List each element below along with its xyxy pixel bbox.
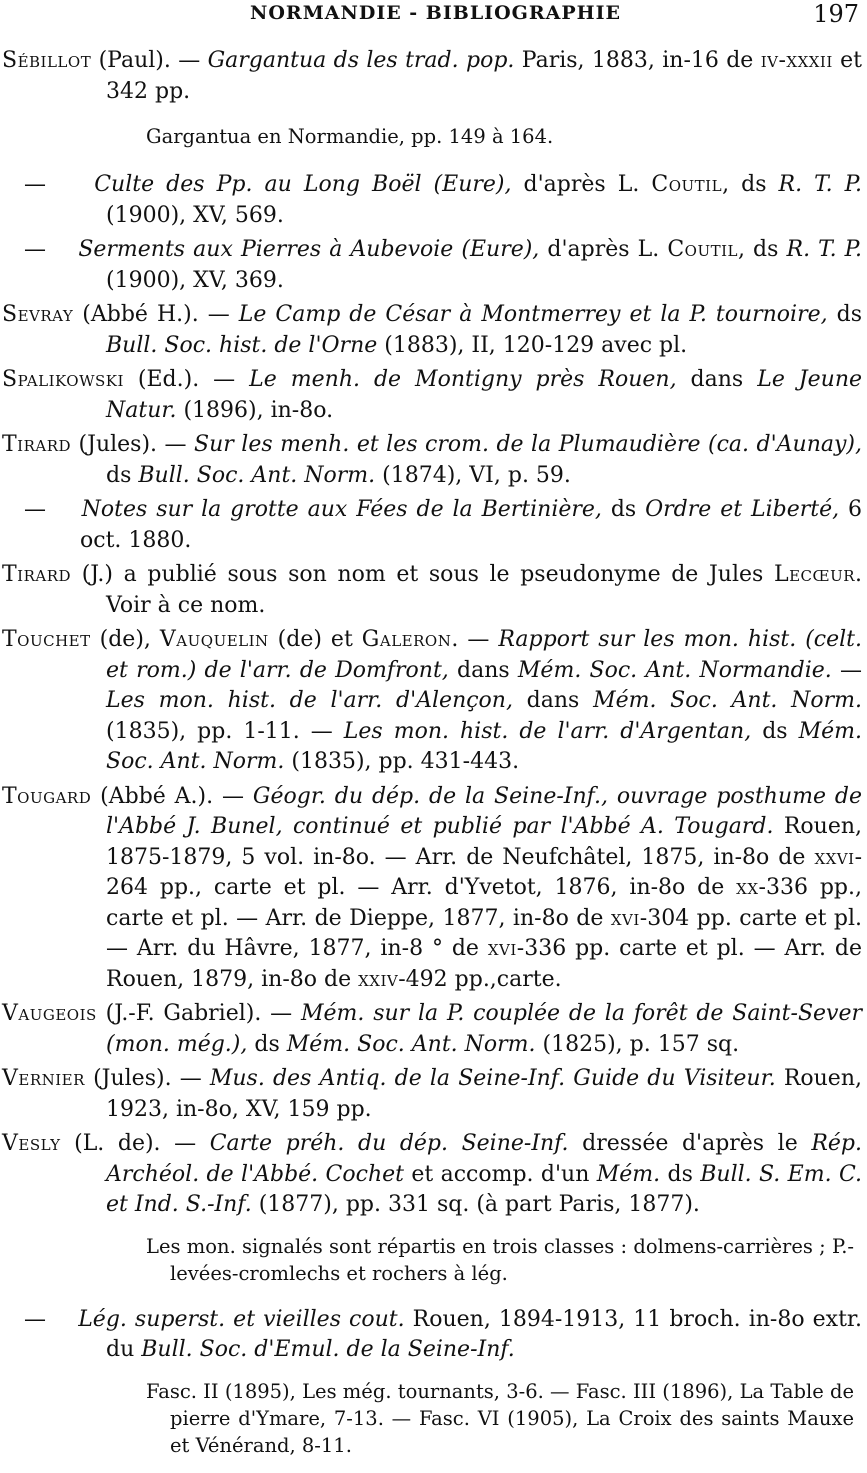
running-title: NORMANDIE - BIBLIOGRAPHIE	[250, 2, 621, 24]
bibliography-body	[0, 46, 862, 1473]
entry-vernier: Vernier (Jules). — Mus. des Antiq. de la Seine-Inf. Guide du Visiteur. Rouen, 1923, in-8o, XV, 159 pp.	[2, 1066, 862, 1122]
entry-vesly-legendes: — Lég. superst. et vieilles cout. Rouen, 1894-1913, 11 broch. in-8o extr. du Bull. Soc. d'Emul. de la Seine-Inf.	[24, 1306, 862, 1362]
entry-sevray: Sevray (Abbé H.). — Le Camp de César à Montmerrey et la P. tournoire, ds Bull. Soc. hist. de l'Orne (1883), II, 120-129 avec pl.	[2, 302, 863, 358]
entry-tirard-notes: — Notes sur la grotte aux Fées de la Bertinière, ds Ordre et Liberté, 6 oct. 1880.	[24, 497, 863, 553]
entry-note-vesly: Les mon. signalés sont répartis en trois classes : dolmens-carrières ; P.-levées-cromlechs et rochers à lég.	[146, 1234, 854, 1285]
page-header	[0, 0, 867, 30]
entry-tirard-j: Tirard (J.) a publié sous son nom et sous le pseudonyme de Jules Lecœur. Voir à ce nom.	[2, 562, 862, 618]
entry-note: Gargantua en Normandie, pp. 149 à 164.	[146, 125, 554, 148]
entry-spalikowski: Spalikowski (Ed.). — Le menh. de Montigny près Rouen, dans Le Jeune Natur. (1896), in-8o.	[2, 367, 863, 423]
entry-coutil-2: — Serments aux Pierres à Aubevoie (Eure), d'après L. Coutil, ds R. T. P. (1900), XV, 369.	[24, 237, 862, 293]
entry-vaugeois: Vaugeois (J.-F. Gabriel). — Mém. sur la P. couplée de la forêt de Saint-Sever (mon. még.), ds Mém. Soc. Ant. Norm. (1825), p. 157 sq.	[2, 1001, 862, 1057]
entry-tirard-jules: Tirard (Jules). — Sur les menh. et les crom. de la Plumaudière (ca. d'Aunay), ds Bull. Soc. Ant. Norm. (1874), VI, p. 59.	[2, 432, 862, 488]
entry-sebillot: Sébillot (Paul). — Gargantua ds les trad. pop. Paris, 1883, in-16 de iv-xxxii et 342 pp.	[2, 48, 863, 104]
entry-touchet: Touchet (de), Vauquelin (de) et Galeron. — Rapport sur les mon. hist. (celt. et rom.) de l'arr. de Domfront, dans Mém. Soc. Ant. Normandie. — Les mon. hist. de l'arr. d'Alençon, dans Mém. Soc. Ant. Norm. (1835), pp. 1-11. — Les mon. hist. de l'arr. d'Argentan, ds Mém. Soc. Ant. Norm. (1835), pp. 431-443.	[2, 627, 863, 774]
entry-note-fasc: Fasc. II (1895), Les még. tournants, 3-6. — Fasc. III (1896), La Table de pierre d'Ymare, 7-13. — Fasc. VI (1905), La Croix des saints Mauxe et Vénérand, 8-11.	[146, 1379, 854, 1457]
entry-coutil-1: — Culte des Pp. au Long Boël (Eure), d'après L. Coutil, ds R. T. P. (1900), XV, 569.	[24, 172, 862, 228]
entry-tougard: Tougard (Abbé A.). — Géogr. du dép. de la Seine-Inf., ouvrage posthume de l'Abbé J. Bunel, continué et publié par l'Abbé A. Tougard. Rouen, 1875-1879, 5 vol. in-8o. — Arr. de Neufchâtel, 1875, in-8o de xxvi-264 pp., carte et pl. — Arr. d'Yvetot, 1876, in-8o de xx-336 pp., carte et pl. — Arr. de Dieppe, 1877, in-8o de xvi-304 pp. carte et pl. — Arr. du Hâvre, 1877, in-8 ° de xvi-336 pp. carte et pl. — Arr. de Rouen, 1879, in-8o de xxiv-492 pp.,carte.	[2, 783, 862, 992]
page-number: 197	[813, 0, 859, 28]
entry-vesly: Vesly (L. de). — Carte préh. du dép. Seine-Inf. dressée d'après le Rép. Archéol. de l'Abbé. Cochet et accomp. d'un Mém. ds Bull. S. Em. C. et Ind. S.-Inf. (1877), pp. 331 sq. (à part Paris, 1877).	[2, 1131, 862, 1217]
